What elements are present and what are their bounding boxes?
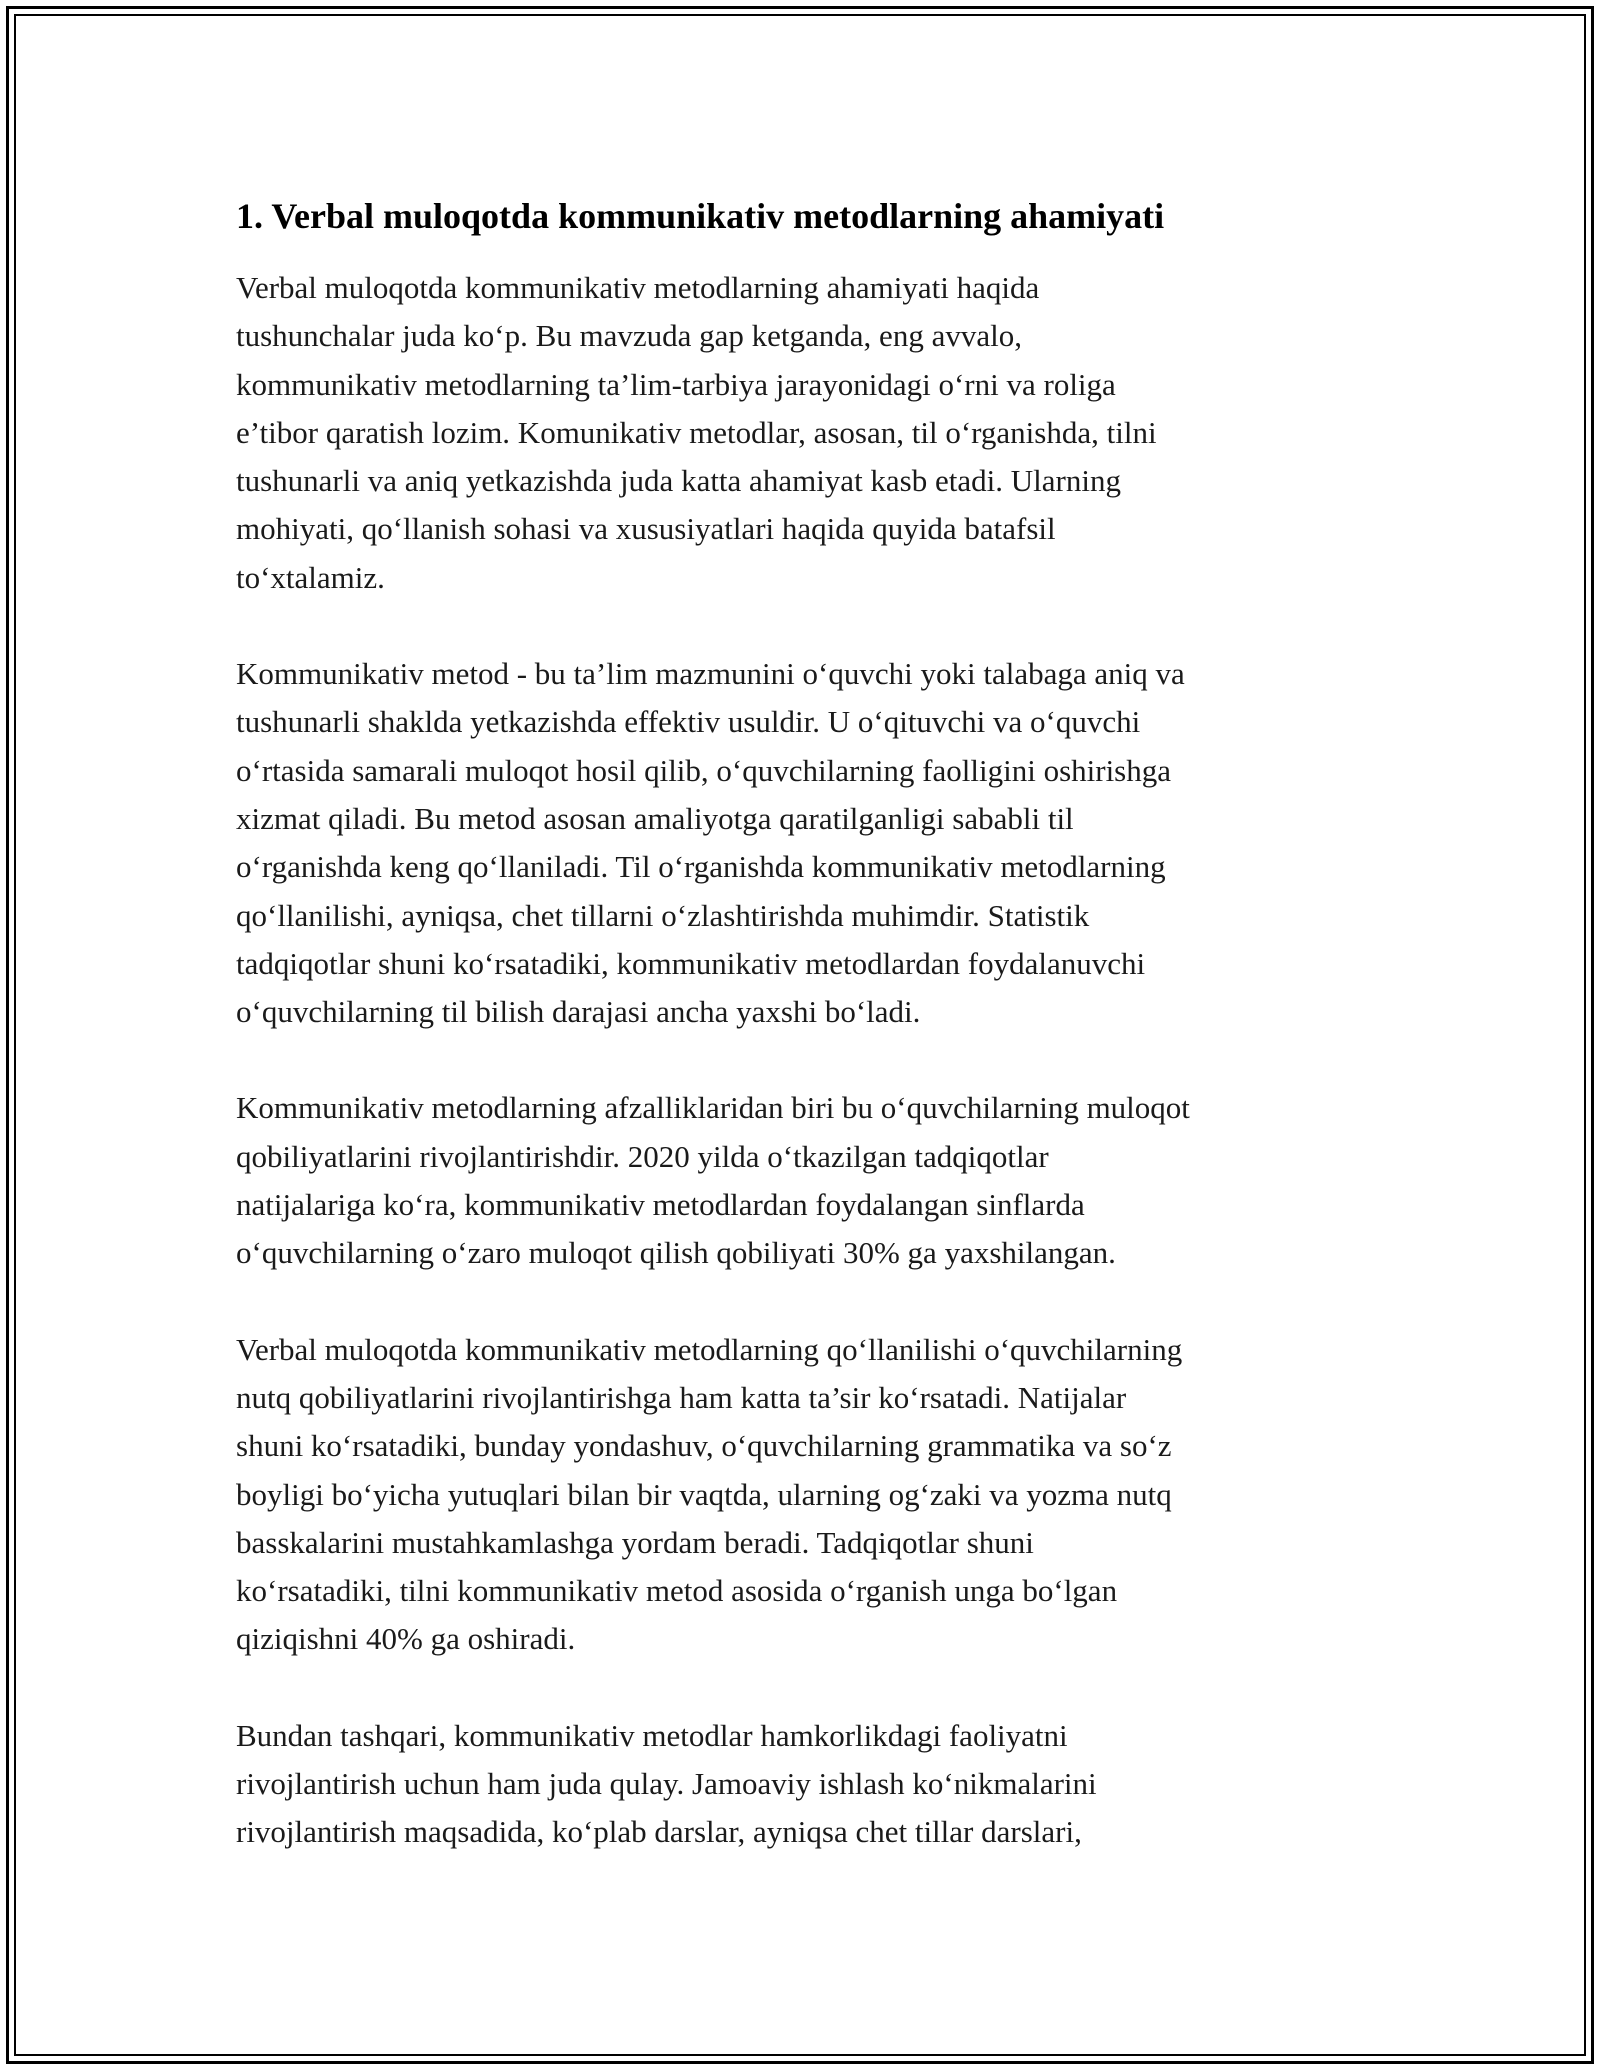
paragraph-3: Kommunikativ metodlarning afzalliklaridan biri bu o‘quvchilarning muloqot qobiliyatlarini rivojlantirishdir. 2020 yilda o‘tkazilgan tadqiqotlar natijalariga ko‘ra, kommunikativ metodlardan foydalangan sinflarda o‘quvchilarning o‘zaro muloqot qilish qobiliyati 30% ga yaxshilangan.: [236, 1090, 1190, 1271]
section-heading: 1. Verbal muloqotda kommunikativ metodlarning ahamiyati: [236, 196, 1165, 236]
paragraph-1: Verbal muloqotda kommunikativ metodlarning ahamiyati haqida tushunchalar juda ko‘p. Bu mavzuda gap ketganda, eng avvalo, kommunikativ metodlarning ta’lim-tarbiya jarayonidagi o‘rni va roliga e’tibor qaratish lozim. Komunikativ metodlar, asosan, til o‘rganishda, tilni tushunarli va aniq yetkazishda juda katta ahamiyat kasb etadi. Ularning mohiyati, qo‘llanish sohasi va xususiyatlari haqida quyida batafsil to‘xtalamiz.: [236, 270, 1157, 595]
document-body: [236, 188, 1386, 1905]
paragraph-2: Kommunikativ metod - bu ta’lim mazmunini o‘quvchi yoki talabaga aniq va tushunarli shaklda yetkazishda effektiv usuldir. U o‘qituvchi va o‘quvchi o‘rtasida samarali muloqot hosil qilib, o‘quvchilarning faolligini oshirishga xizmat qiladi. Bu metod asosan amaliyotga qaratilganligi sababli til o‘rganishda keng qo‘llaniladi. Til o‘rganishda kommunikativ metodlarning qo‘llanilishi, ayniqsa, chet tillarni o‘zlashtirishda muhimdir. Statistik tadqiqotlar shuni ko‘rsatadiki, kommunikativ metodlardan foydalanuvchi o‘quvchilarning til bilish darajasi ancha yaxshi bo‘ladi.: [236, 656, 1185, 1030]
paragraph-4: Verbal muloqotda kommunikativ metodlarning qo‘llanilishi o‘quvchilarning nutq qobiliyatlarini rivojlantirishga ham katta ta’sir ko‘rsatadi. Natijalar shuni ko‘rsatadiki, bunday yondashuv, o‘quvchilarning grammatika va so‘z boyligi bo‘yicha yutuqlari bilan bir vaqtda, ularning og‘zaki va yozma nutq basskalarini mustahkamlashga yordam beradi. Tadqiqotlar shuni ko‘rsatadiki, tilni kommunikativ metod asosida o‘rganish unga bo‘lgan qiziqishni 40% ga oshiradi.: [236, 1331, 1183, 1657]
paragraph-5: Bundan tashqari, kommunikativ metodlar hamkorlikdagi faoliyatni rivojlantirish uchun ham juda qulay. Jamoaviy ishlash ko‘nikmalarini rivojlantirish maqsadida, ko‘plab darslar, ayniqsa chet tillar darslari,: [236, 1717, 1097, 1850]
